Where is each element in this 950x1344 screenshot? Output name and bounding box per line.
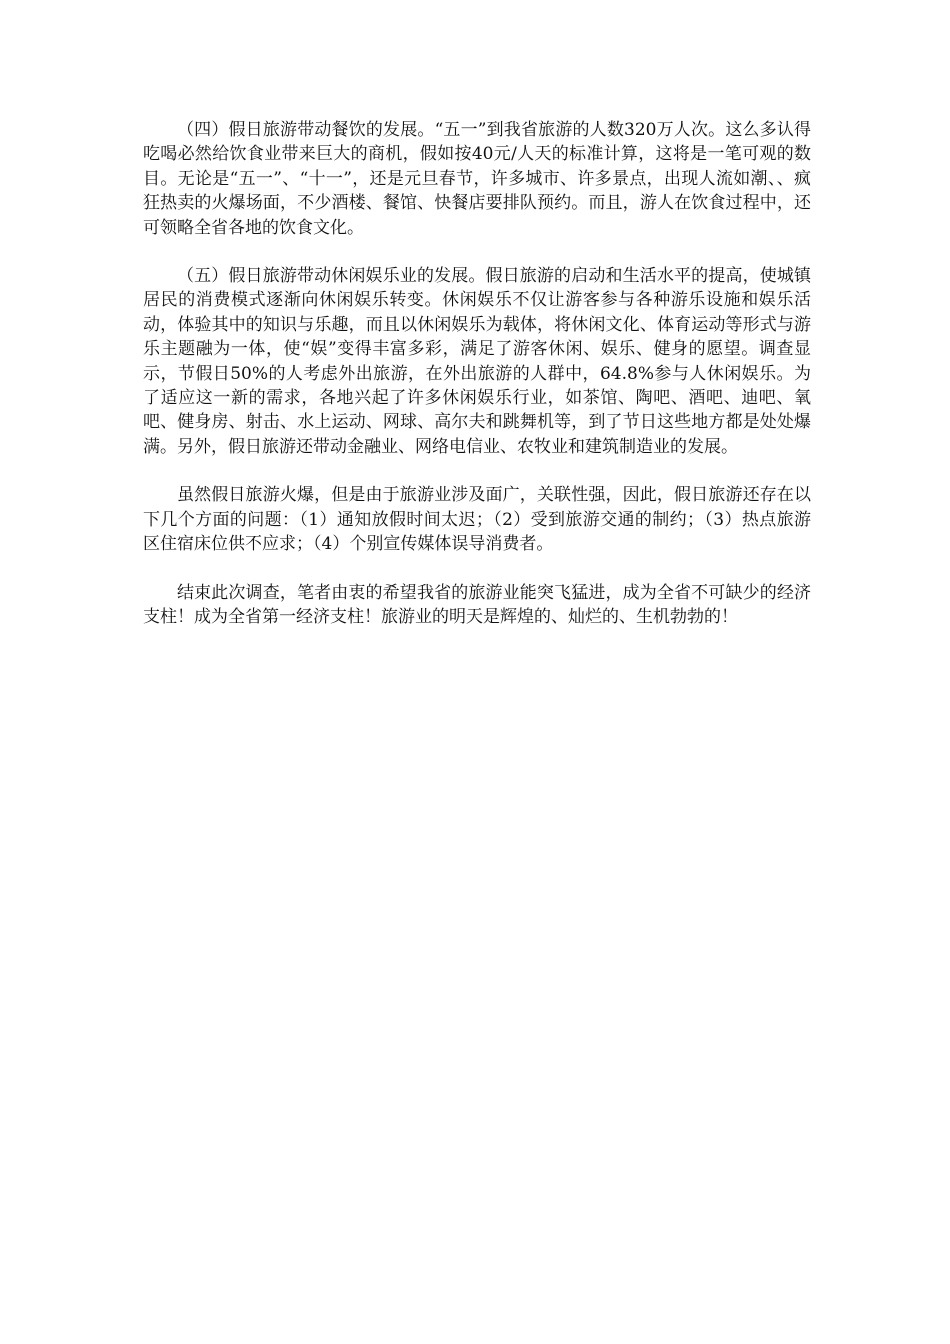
paragraph-catering: （四）假日旅游带动餐饮的发展。“五一”到我省旅游的人数320万人次。这么多认得吃喝必然给饮食业带来巨大的商机，假如按40元/人天的标准计算，这将是一笔可观的数目。无论是“五一”、“十一”，还是元旦春节，许多城市、许多景点，出现人流如潮、、疯狂热卖的火爆场面，不少酒楼、餐馆、快餐店要排队预约。而且，游人在饮食过程中，还可领略全省各地的饮食文化。 [143, 120, 811, 238]
paragraph-leisure: （五）假日旅游带动休闲娱乐业的发展。假日旅游的启动和生活水平的提高，使城镇居民的消费模式逐渐向休闲娱乐转变。休闲娱乐不仅让游客参与各种游乐设施和娱乐活动，体验其中的知识与乐趣，而且以休闲娱乐为载体，将休闲文化、体育运动等形式与游乐主题融为一体，使“娱”变得丰富多彩，满足了游客休闲、娱乐、健身的愿望。调查显示，节假日50%的人考虑外出旅游，在外出旅游的人群中，64.8%参与人休闲娱乐。为了适应这一新的需求，各地兴起了许多休闲娱乐行业，如茶馆、陶吧、酒吧、迪吧、氧吧、健身房、射击、水上运动、网球、高尔夫和跳舞机等，到了节日这些地方都是处处爆满。另外，假日旅游还带动金融业、网络电信业、农牧业和建筑制造业的发展。 [143, 266, 811, 457]
paragraph-conclusion: 结束此次调查，笔者由衷的希望我省的旅游业能突飞猛进，成为全省不可缺少的经济支柱！成为全省第一经济支柱！旅游业的明天是辉煌的、灿烂的、生机勃勃的！ [143, 582, 811, 627]
document-body [143, 118, 811, 629]
paragraph-problems: 虽然假日旅游火爆，但是由于旅游业涉及面广，关联性强，因此，假日旅游还存在以下几个方面的问题：（1）通知放假时间太迟；（2）受到旅游交通的制约；（3）热点旅游区住宿床位供不应求；（4）个别宣传媒体误导消费者。 [143, 485, 811, 555]
